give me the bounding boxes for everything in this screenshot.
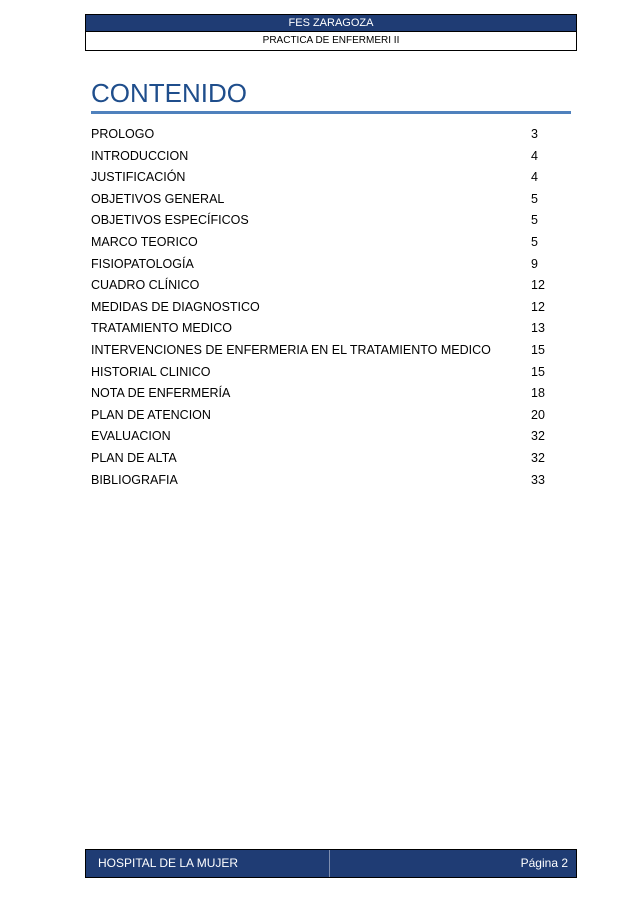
toc-entry-label: PLAN DE ATENCION	[91, 407, 211, 422]
toc-entry-label: EVALUACION	[91, 429, 171, 444]
toc-entry-label: CUADRO CLÍNICO	[91, 278, 200, 293]
toc-entry[interactable]	[91, 210, 561, 232]
toc-entry[interactable]	[91, 146, 561, 168]
toc-entry-label: JUSTIFICACIÓN	[91, 170, 186, 185]
header-institution: FES ZARAGOZA	[86, 15, 576, 32]
toc-entry[interactable]	[91, 275, 561, 297]
toc-entry[interactable]	[91, 448, 561, 470]
toc-entry-page: 13	[531, 321, 545, 336]
page-header	[85, 14, 577, 51]
toc-entry-label: BIBLIOGRAFIA	[91, 472, 178, 487]
toc-entry[interactable]	[91, 318, 561, 340]
toc-entry-label: HISTORIAL CLINICO	[91, 364, 211, 379]
toc-entry-label: PLAN DE ALTA	[91, 450, 177, 465]
toc-entry-label: NOTA DE ENFERMERÍA	[91, 386, 231, 401]
toc-entry[interactable]	[91, 297, 561, 319]
toc-entry[interactable]	[91, 470, 561, 492]
toc-entry-label: OBJETIVOS ESPECÍFICOS	[91, 213, 249, 228]
toc-entry-page: 33	[531, 472, 545, 487]
footer-spacer	[330, 850, 486, 877]
toc-entry-page: 5	[531, 213, 538, 228]
toc-entry-label: MARCO TEORICO	[91, 234, 198, 249]
toc-entry-page: 12	[531, 299, 545, 314]
toc-entry-page: 4	[531, 148, 538, 163]
toc-entry-page: 5	[531, 191, 538, 206]
toc-entry-label: PROLOGO	[91, 127, 155, 141]
footer-page-number: Página 2	[486, 850, 576, 877]
toc-entry[interactable]	[91, 340, 561, 362]
toc-title: CONTENIDO	[91, 78, 247, 108]
toc-entry-label: TRATAMIENTO MEDICO	[91, 321, 232, 336]
toc-entry-page: 20	[531, 407, 545, 422]
footer-hospital: HOSPITAL DE LA MUJER	[86, 850, 330, 877]
toc-entry-page: 4	[531, 170, 538, 185]
toc-entry[interactable]	[91, 383, 561, 405]
toc-entry-page: 18	[531, 386, 545, 401]
toc-entry[interactable]	[91, 232, 561, 254]
toc-entry-page: 15	[531, 342, 545, 357]
toc-entry-label: OBJETIVOS GENERAL	[91, 191, 225, 206]
toc-entry[interactable]	[91, 254, 561, 276]
toc-entry-label: FISIOPATOLOGÍA	[91, 256, 194, 271]
toc-entry-page: 32	[531, 429, 545, 444]
toc-entry[interactable]	[91, 426, 561, 448]
table-of-contents	[91, 124, 561, 491]
toc-entry-page: 32	[531, 450, 545, 465]
toc-entry-page: 12	[531, 278, 545, 293]
toc-entry[interactable]	[91, 362, 561, 384]
toc-entry[interactable]	[91, 189, 561, 211]
toc-entry-label: INTERVENCIONES DE ENFERMERIA EN EL TRATAMIENTO MEDICO	[91, 342, 491, 357]
toc-entry-label: MEDIDAS DE DIAGNOSTICO	[91, 299, 260, 314]
toc-entry-page: 3	[531, 127, 538, 141]
page-footer	[85, 849, 577, 878]
toc-entry-page: 9	[531, 256, 538, 271]
toc-entry-page: 5	[531, 234, 538, 249]
toc-entry[interactable]	[91, 167, 561, 189]
toc-entry-page: 15	[531, 364, 545, 379]
title-underline	[91, 111, 571, 114]
header-course: PRACTICA DE ENFERMERI II	[262, 35, 400, 46]
toc-entry[interactable]	[91, 124, 561, 146]
toc-entry-label: INTRODUCCION	[91, 148, 189, 163]
toc-entry[interactable]	[91, 405, 561, 427]
